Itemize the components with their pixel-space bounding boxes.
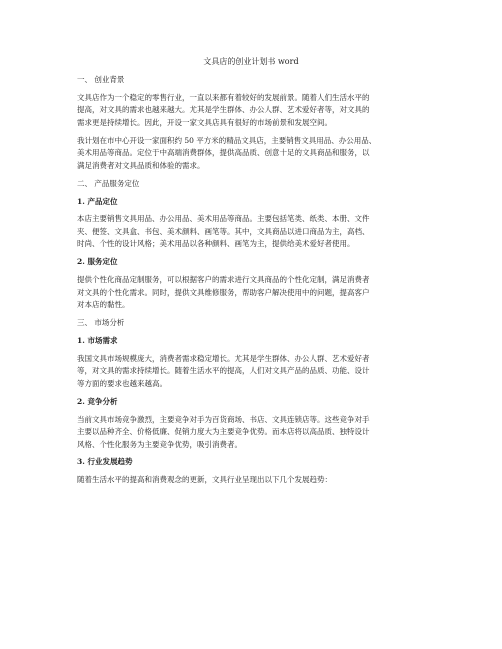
paragraph-line: 本店主要销售文具用品、办公用品、美术用品等商品。主要包括笔类、纸类、本册、文件 [77, 214, 370, 224]
paragraph-line: 主要以品种齐全、价格低廉、促销力度大为主要竞争优势。而本店将以高品质、独特设计 [77, 427, 370, 437]
paragraph-line: 提供个性化商品定制服务，可以根据客户的需求进行文具商品的个性化定制，满足消费者 [77, 275, 370, 285]
section-heading-positioning: 二、 产品服务定位 [77, 178, 140, 188]
paragraph-line: 当前文具市场竞争激烈，主要竞争对手为百货商场、书店、文具连锁店等。这些竞争对手 [77, 414, 370, 424]
paragraph-line: 对文具的个性化需求。同时，提供文具维修服务，帮助客户解决使用中的问题，提高客户 [77, 287, 370, 297]
paragraph-line: 满足消费者对文具品质和体验的需求。 [77, 160, 205, 170]
paragraph-line: 对本店的黏性。 [77, 300, 130, 310]
paragraph-line: 美术用品等商品。定位于中高端消费群体，提供高品质、创意十足的文具商品和服务，以 [77, 148, 370, 158]
subsection-title: 1. 市场需求 [77, 335, 118, 345]
document-title: 文具店的创业计划书 word [203, 57, 299, 66]
paragraph-line: 等方面的要求也越来越高。 [77, 378, 167, 388]
paragraph-line: 风格、个性化服务为主要竞争优势，吸引消费者。 [77, 439, 242, 449]
paragraph-line: 需求更是持续增长。因此，开设一家文具店具有很好的市场前景和发展空间。 [77, 117, 332, 127]
subsection-title: 2. 竞争分析 [77, 396, 118, 406]
subsection-title: 1. 产品定位 [77, 196, 118, 206]
document-body [77, 74, 437, 487]
paragraph-line: 提高，对文具的需求也越来越大。尤其是学生群体、办公人群、艺术爱好者等，对文具的 [77, 105, 370, 115]
paragraph-line: 随着生活水平的提高和消费观念的更新，文具行业呈现出以下几个发展趋势： [77, 475, 332, 485]
paragraph-line: 文具店作为一个稳定的零售行业，一直以来都有着较好的发展前景。随着人们生活水平的 [77, 92, 370, 102]
paragraph-line: 我计划在市中心开设一家面积约 50 平方米的精品文具店，主要销售文具用品、办公用品、 [77, 135, 377, 145]
paragraph-line: 等，对文具的需求持续增长。随着生活水平的提高，人们对文具产品的品质、功能、设计 [77, 366, 370, 376]
subsection-title: 2. 服务定位 [77, 257, 118, 267]
paragraph-line: 时尚、个性的设计风格；美术用品以各种颜料、画笔为主，提供给美术爱好者使用。 [77, 239, 355, 249]
subsection-title: 3. 行业发展趋势 [77, 457, 133, 467]
paragraph-line: 夹、便签、文具盒、书包、美术颜料、画笔等。其中，文具商品以进口商品为主，高档、 [77, 226, 370, 236]
section-heading-background: 一、 创业背景 [77, 75, 125, 84]
paragraph-line: 我国文具市场规模庞大，消费者需求稳定增长。尤其是学生群体、办公人群、艺术爱好者 [77, 353, 370, 363]
section-heading-market: 三、 市场分析 [77, 318, 125, 327]
